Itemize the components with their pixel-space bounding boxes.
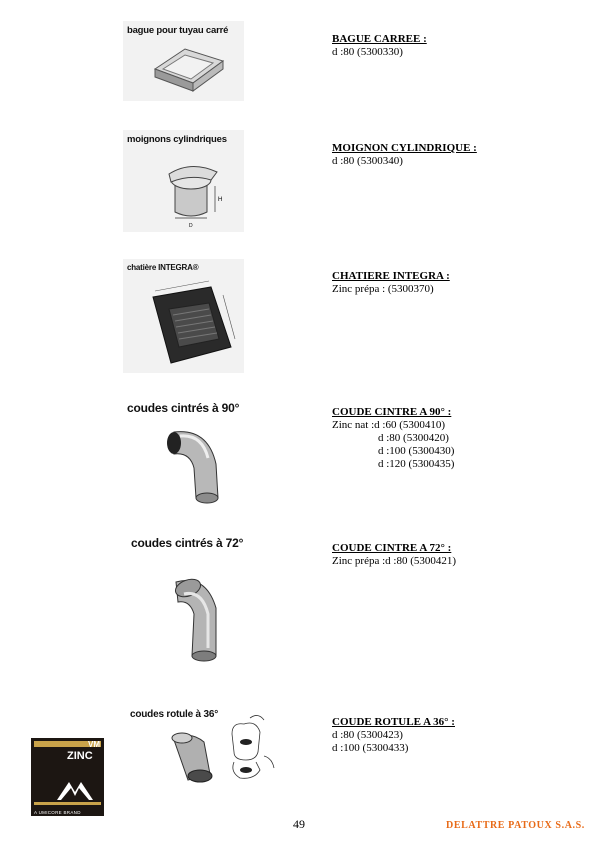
square-ring-illustration	[123, 21, 244, 101]
product-title: MOIGNON CYLINDRIQUE :	[332, 142, 477, 154]
product-title: COUDE CINTRE A 72° :	[332, 542, 452, 554]
product-title: CHATIERE INTEGRA :	[332, 270, 450, 282]
product-reference: d :80 (5300330)	[332, 46, 403, 58]
product-title: COUDE CINTRE A 90° :	[332, 406, 452, 418]
product-image-caption: bague pour tuyau carré	[127, 25, 229, 36]
product-reference: d :100 (5300430)	[378, 445, 455, 457]
product-reference: d :80 (5300420)	[378, 432, 449, 444]
product-reference: Zinc prépa : (5300370)	[332, 283, 434, 295]
elbow-90-illustration	[160, 418, 230, 508]
logo-brand-text: A UMICORE BRAND	[34, 810, 81, 815]
product-reference: d :80 (5300340)	[332, 155, 403, 167]
company-name: DELATTRE PATOUX S.A.S.	[446, 820, 585, 831]
product-entry-coude-90	[332, 406, 454, 471]
product-image-chatiere	[123, 259, 244, 373]
product-entry-coude-72	[332, 542, 456, 568]
product-title: COUDE ROTULE A 36° :	[332, 716, 455, 728]
vm-zinc-logo	[31, 738, 104, 816]
product-image-caption: chatière INTEGRA®	[127, 263, 199, 272]
product-title: BAGUE CARREE :	[332, 33, 427, 45]
logo-zinc-text: ZINC	[67, 750, 93, 762]
product-reference: Zinc nat :d :60 (5300410)	[332, 419, 446, 431]
product-reference: d :100 (5300433)	[332, 742, 409, 754]
product-entry-chatiere	[332, 270, 450, 296]
page-number: 49	[293, 817, 305, 831]
product-image-moignon	[123, 130, 244, 232]
product-entry-coude-rotule-36	[332, 716, 455, 755]
elbow-72-illustration	[166, 568, 236, 668]
product-image-caption: coudes cintrés à 90°	[127, 401, 240, 415]
svg-text:H: H	[218, 197, 223, 203]
product-image-caption: coudes rotule à 36°	[130, 709, 219, 720]
product-reference: d :120 (5300435)	[378, 458, 455, 470]
roof-vent-illustration	[123, 259, 244, 373]
product-entry-moignon	[332, 142, 477, 168]
product-reference: Zinc prépa :d :80 (5300421)	[332, 555, 457, 567]
product-image-bague-carree	[123, 21, 244, 101]
product-image-caption: moignons cylindriques	[127, 134, 227, 145]
cylindrical-outlet-illustration	[123, 130, 244, 232]
logo-vm-text: VM	[88, 740, 100, 749]
swivel-elbow-36-illustration	[160, 712, 310, 792]
product-image-caption: coudes cintrés à 72°	[131, 536, 244, 550]
product-reference: d :80 (5300423)	[332, 729, 403, 741]
product-entry-bague-carree	[332, 33, 427, 59]
svg-text:D: D	[189, 223, 193, 229]
